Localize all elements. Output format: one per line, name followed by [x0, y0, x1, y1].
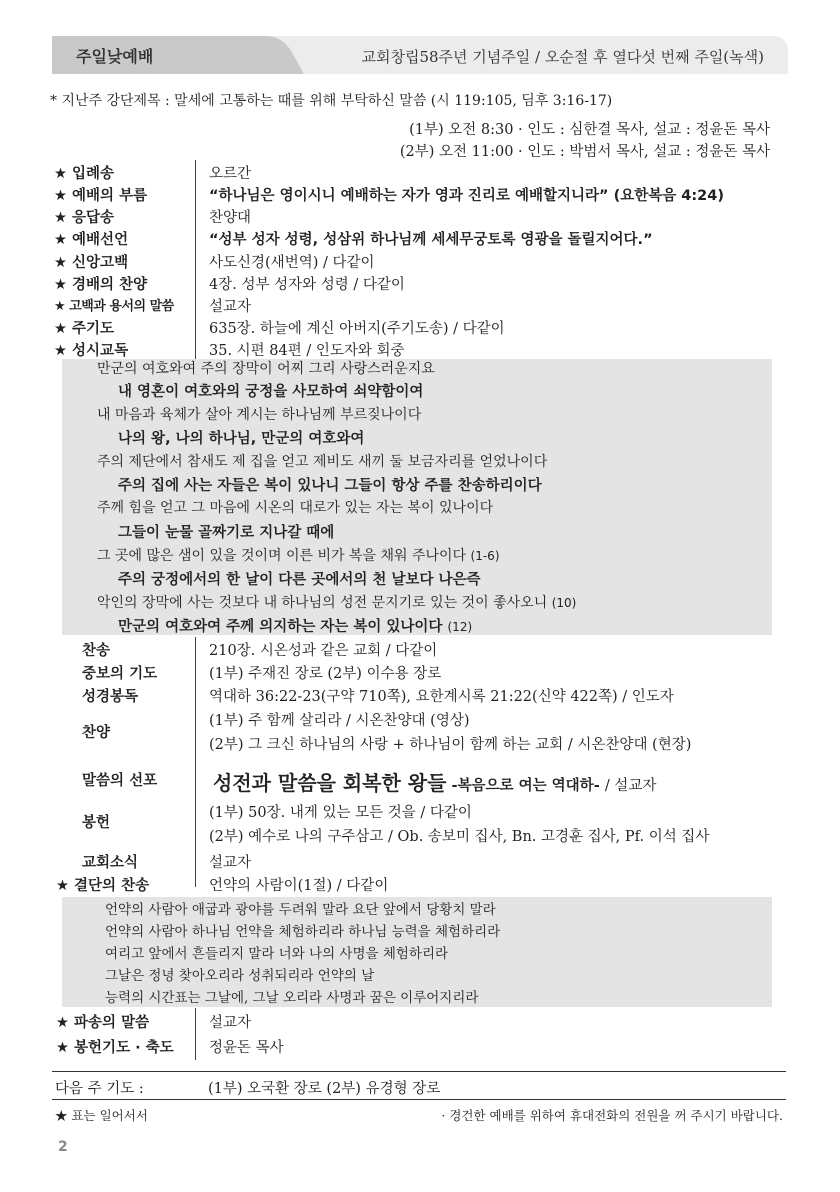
footer-rule-top	[52, 1071, 786, 1072]
page-number: 2	[58, 1139, 68, 1155]
sermon-subtitle: -복음으로 여는 역대하-	[451, 778, 600, 794]
order-value-anthem-2: (2부) 그 크신 하나님의 사랑 + 하나님이 함께 하는 교회 / 시온찬양대 (현장)	[209, 737, 692, 753]
order-value-prayer: (1부) 주재진 장로 (2부) 이수용 장로	[209, 666, 442, 682]
order-value-news: 설교자	[209, 855, 252, 871]
order-value: “하나님은 영이시니 예배하는 자가 영과 진리로 예배할지니라” (요한복음 4:24)	[209, 188, 724, 204]
order-label-anthem: 찬양	[82, 725, 111, 741]
song-lyric-line: 여리고 앞에서 흔들리지 말라 너와 나의 사명을 체험하리라	[105, 946, 449, 962]
reading-line-leader: 내 마음과 육체가 살아 계시는 하나님께 부르짖나이다	[97, 407, 422, 423]
service-time-1: (1부) 오전 8:30 · 인도 : 심한결 목사, 설교 : 정윤돈 목사	[409, 122, 770, 138]
song-lyric-line: 능력의 시간표는 그날에, 그날 오리라 사명과 꿈은 이루어지리라	[105, 990, 479, 1006]
sermon-main-title: 성전과 말씀을 회복한 왕들	[213, 771, 447, 795]
order-row	[54, 249, 784, 272]
order-label: ★ 고백과 용서의 말씀	[54, 299, 174, 314]
order-label-sending: ★ 파송의 말씀	[56, 1015, 150, 1031]
order-row	[54, 226, 784, 249]
order-value-benediction: 정윤돈 목사	[209, 1040, 284, 1056]
order-row	[54, 337, 784, 360]
order-row	[54, 271, 784, 294]
reading-line-congregation: 주의 궁정에서의 한 날이 다른 곳에서의 천 날보다 나은즉	[118, 572, 481, 588]
order-label: ★ 예배의 부름	[54, 188, 148, 204]
order-value-sending: 설교자	[209, 1015, 252, 1031]
song-lyric-line: 언약의 사람아 애굽과 광야를 두려워 말라 요단 앞에서 당황치 말라	[105, 902, 496, 918]
order-label-hymn: 찬송	[82, 643, 111, 659]
previous-sermon-note: * 지난주 강단제목 : 말세에 고통하는 때를 위해 부탁하신 말씀 (시 119:105, 딤후 3:16-17)	[50, 93, 613, 109]
order-row	[54, 160, 784, 183]
header-tag: 주일낮예배	[76, 47, 154, 66]
song-lyric-line: 그날은 정녕 찾아오리라 성취되리라 언약의 날	[105, 968, 375, 984]
phone-notice: · 경건한 예배를 위하여 휴대전화의 전원을 꺼 주시기 바랍니다.	[441, 1108, 783, 1123]
reading-line-leader: 그 곳에 많은 샘이 있을 것이며 이른 비가 복을 채워 주나이다 (1-6)	[97, 548, 500, 564]
reading-line-leader: 만군의 여호와여 주의 장막이 어찌 그리 사랑스러운지요	[97, 361, 435, 377]
order-value: 사도신경(새번역) / 다같이	[209, 255, 375, 271]
footer-rule-bottom	[52, 1099, 786, 1100]
reading-line-leader: 주의 제단에서 참새도 제 집을 얻고 제비도 새끼 둘 보금자리를 얻었나이다	[97, 454, 548, 470]
order-label-resolution: ★ 결단의 찬송	[56, 878, 150, 894]
header-title: 교회창립58주년 기념주일 / 오순절 후 열다섯 번째 주일(녹색)	[361, 48, 764, 66]
next-prayer-label: 다음 주 기도 :	[55, 1081, 144, 1097]
order-value-offering-2: (2부) 예수로 나의 구주삼고 / Ob. 송보미 집사, Bn. 고경훈 집사, Pf. 이석 집사	[209, 829, 710, 845]
song-lyric-line: 언약의 사람아 하나님 언약을 체험하리라 하나님 능력을 체험하리라	[105, 924, 501, 940]
order-label: ★ 경배의 찬양	[54, 277, 148, 293]
order-value: “성부 성자 성령, 성삼위 하나님께 세세무궁토록 영광을 돌릴지어다.”	[209, 232, 653, 248]
order-value: 35. 시편 84편 / 인도자와 회중	[209, 343, 405, 359]
order-value-scripture: 역대하 36:22-23(구약 710쪽), 요한계시록 21:22(신약 422쪽) / 인도자	[209, 689, 674, 705]
order-row	[54, 293, 784, 316]
order-divider	[195, 1008, 196, 1060]
order-label: ★ 주기도	[54, 321, 115, 337]
next-prayer-value: (1부) 오국환 장로 (2부) 유경형 장로	[208, 1081, 441, 1097]
reading-line-congregation: 내 영혼이 여호와의 궁정을 사모하여 쇠약함이여	[118, 384, 424, 400]
sermon-title	[213, 767, 656, 796]
order-value-resolution: 언약의 사람이(1절) / 다같이	[209, 878, 389, 894]
order-label: ★ 입례송	[54, 166, 115, 182]
verse-ref: (10)	[551, 596, 577, 610]
reading-line-congregation: 만군의 여호와여 주께 의지하는 자는 복이 있나이다 (12)	[118, 619, 473, 635]
order-value: 635장. 하늘에 계신 아버지(주기도송) / 다같이	[209, 321, 505, 337]
verse-ref: (1-6)	[470, 549, 500, 563]
order-label-offering: 봉헌	[82, 815, 111, 831]
order-label: ★ 예배선언	[54, 232, 129, 248]
order-row	[54, 315, 784, 338]
reading-line-congregation: 나의 왕, 나의 하나님, 만군의 여호와여	[118, 431, 365, 447]
reading-line-leader: 주께 힘을 얻고 그 마음에 시온의 대로가 있는 자는 복이 있나이다	[97, 500, 494, 516]
order-label-sermon: 말씀의 선포	[82, 773, 158, 789]
order-label-news: 교회소식	[82, 855, 139, 871]
order-row	[54, 182, 784, 205]
order-divider	[195, 637, 196, 887]
order-label-scripture: 성경봉독	[82, 689, 139, 705]
order-value: 설교자	[209, 299, 252, 315]
order-value: 오르간	[209, 166, 252, 182]
order-label: ★ 응답송	[54, 210, 115, 226]
order-label-benediction: ★ 봉헌기도 · 축도	[56, 1040, 174, 1056]
order-value: 4장. 성부 성자와 성령 / 다같이	[209, 277, 405, 293]
reading-line-congregation: 그들이 눈물 골짜기로 지나갈 때에	[118, 525, 335, 541]
order-label-prayer: 중보의 기도	[82, 666, 158, 682]
order-value-anthem-1: (1부) 주 함께 살리라 / 시온찬양대 (영상)	[209, 713, 470, 729]
order-label: ★ 신앙고백	[54, 255, 129, 271]
order-label: ★ 성시교독	[54, 343, 129, 359]
service-time-2: (2부) 오전 11:00 · 인도 : 박범서 목사, 설교 : 정윤돈 목사	[399, 144, 770, 160]
header-banner	[52, 36, 788, 74]
reading-line-leader: 악인의 장막에 사는 것보다 내 하나님의 성전 문지기로 있는 것이 좋사오니 (10)	[97, 595, 577, 611]
standing-note: ★ 표는 일어서서	[55, 1108, 148, 1123]
order-value: 찬양대	[209, 210, 252, 226]
verse-ref: (12)	[447, 620, 473, 634]
order-value-hymn: 210장. 시온성과 같은 교회 / 다같이	[209, 643, 438, 659]
order-row	[54, 204, 784, 227]
order-value-offering-1: (1부) 50장. 내게 있는 모든 것을 / 다같이	[209, 805, 472, 821]
sermon-preacher: / 설교자	[604, 778, 657, 794]
reading-line-congregation: 주의 집에 사는 자들은 복이 있나니 그들이 항상 주를 찬송하리이다	[118, 478, 542, 494]
